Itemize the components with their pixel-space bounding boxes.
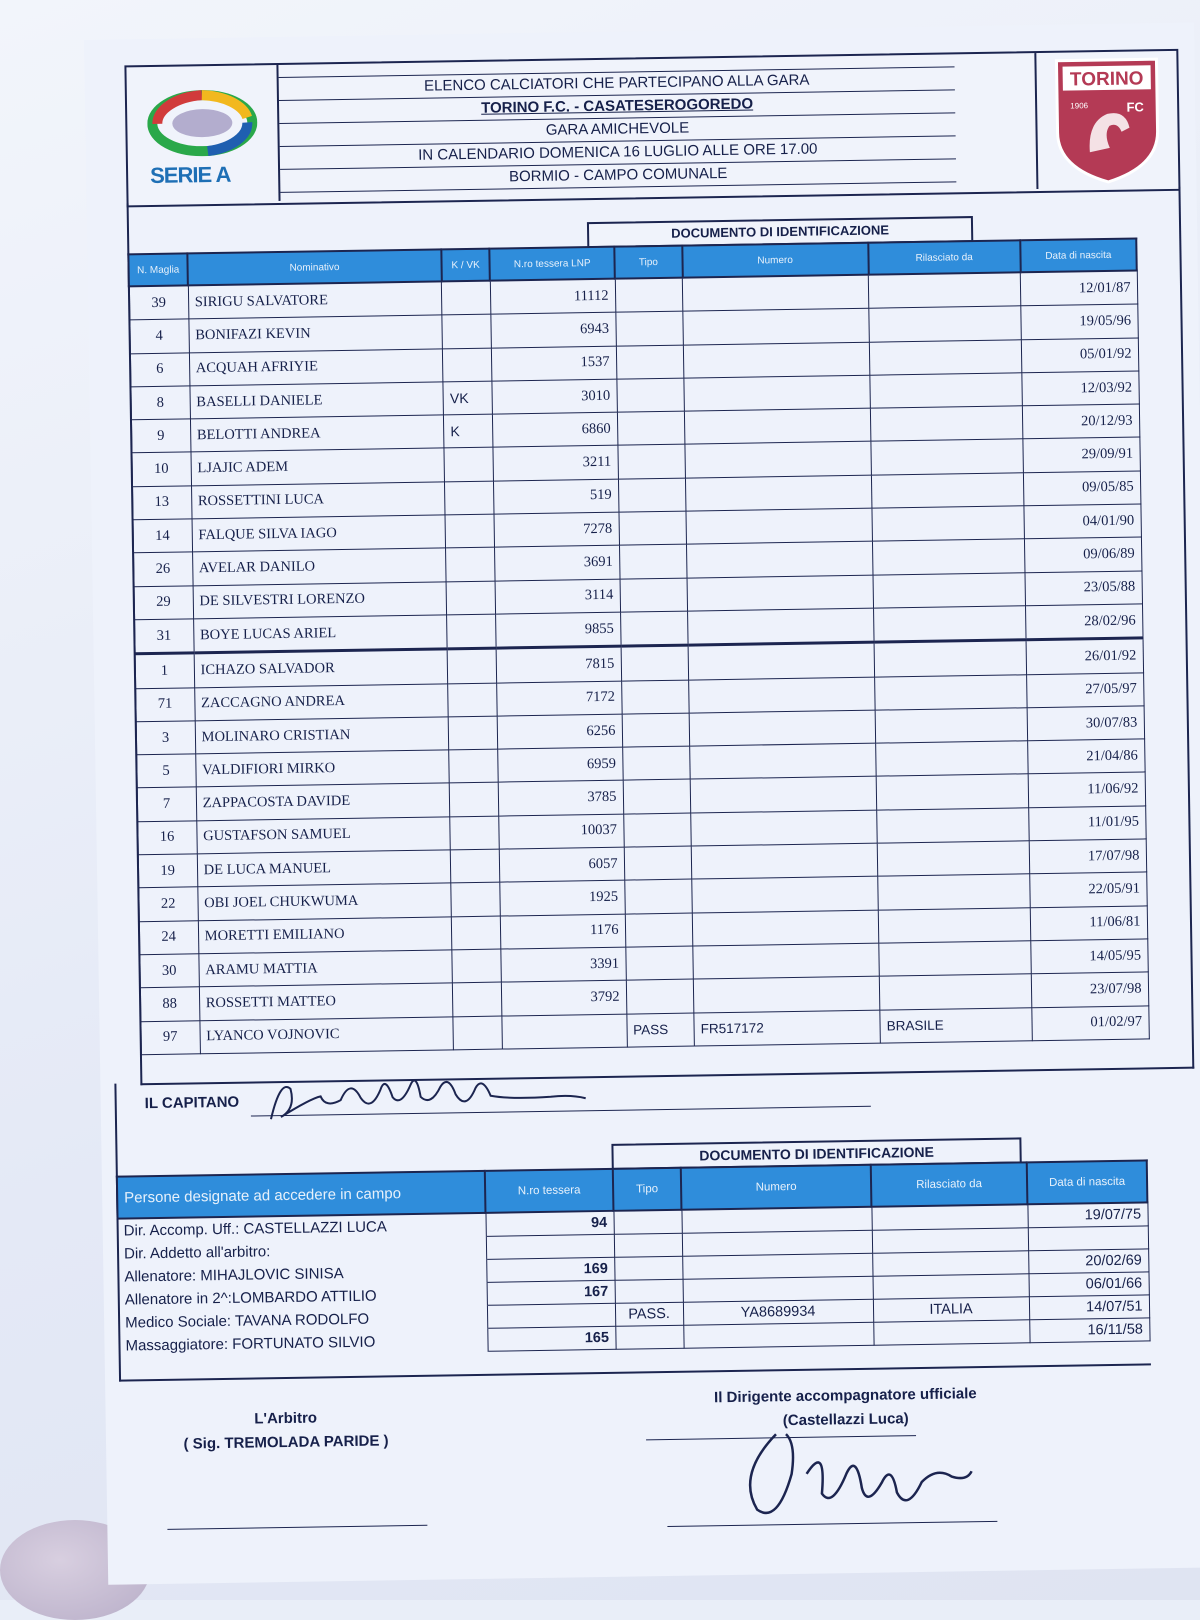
staff-doc-tipo: PASS. bbox=[615, 1302, 683, 1326]
player-captain-mark bbox=[450, 816, 499, 850]
referee-block bbox=[166, 1405, 407, 1457]
player-birth-date: 22/05/91 bbox=[1030, 872, 1147, 907]
player-doc-rilasciato bbox=[878, 874, 1031, 910]
player-tessera: 6959 bbox=[498, 747, 623, 782]
header-frame bbox=[124, 49, 1180, 208]
player-name: LYANCO VOJNOVIC bbox=[200, 1016, 454, 1053]
player-name: MORETTI EMILIANO bbox=[198, 916, 452, 953]
player-doc-rilasciato bbox=[877, 841, 1030, 877]
player-captain-mark bbox=[453, 1016, 502, 1050]
staff-birth-date: 16/11/58 bbox=[1029, 1318, 1149, 1343]
player-birth-date: 04/01/90 bbox=[1024, 504, 1141, 539]
player-tessera: 7815 bbox=[496, 646, 621, 682]
serie-a-logo-box bbox=[126, 65, 280, 203]
player-birth-date: 11/06/81 bbox=[1030, 906, 1147, 941]
player-name: FALQUE SILVA IAGO bbox=[192, 515, 446, 552]
col-header-tipo: Tipo bbox=[614, 246, 682, 279]
staff-birth-date bbox=[1028, 1226, 1148, 1251]
player-name: BONIFAZI KEVIN bbox=[189, 315, 443, 352]
player-doc-rilasciato bbox=[874, 640, 1027, 677]
player-doc-tipo bbox=[622, 746, 690, 780]
player-name: ZACCAGNO ANDREA bbox=[194, 683, 448, 720]
player-tessera: 3211 bbox=[493, 446, 618, 481]
staff-doc-numero: YA8689934 bbox=[683, 1299, 873, 1325]
player-tessera: 3114 bbox=[495, 579, 620, 614]
player-tessera: 3391 bbox=[501, 947, 626, 982]
player-number: 19 bbox=[138, 854, 198, 888]
staff-tessera: 165 bbox=[487, 1326, 615, 1351]
player-name: LJAJIC ADEM bbox=[191, 448, 445, 485]
player-doc-tipo bbox=[618, 511, 686, 545]
player-tessera: 519 bbox=[493, 479, 618, 514]
player-doc-rilasciato bbox=[878, 907, 1031, 943]
player-doc-rilasciato bbox=[876, 774, 1029, 810]
player-doc-rilasciato bbox=[876, 741, 1029, 777]
player-tessera: 1537 bbox=[491, 346, 616, 381]
player-doc-tipo bbox=[615, 311, 683, 345]
staff-role: Medico Sociale: TAVANA RODOLFO bbox=[119, 1305, 487, 1334]
player-doc-tipo bbox=[616, 378, 684, 412]
player-number: 13 bbox=[132, 486, 192, 520]
player-number: 97 bbox=[140, 1020, 200, 1054]
player-number: 3 bbox=[136, 721, 196, 755]
col-header-staff-tipo: Tipo bbox=[613, 1168, 682, 1211]
player-doc-rilasciato bbox=[870, 406, 1023, 442]
player-captain-mark bbox=[452, 949, 501, 983]
staff-tessera: 169 bbox=[486, 1257, 614, 1282]
player-captain-mark bbox=[447, 648, 496, 683]
player-name: ZAPPACOSTA DAVIDE bbox=[196, 783, 450, 820]
staff-tessera bbox=[487, 1303, 615, 1328]
player-doc-tipo bbox=[620, 578, 688, 612]
player-tessera: 11112 bbox=[490, 279, 615, 315]
player-doc-numero bbox=[687, 542, 873, 578]
staff-doc-numero bbox=[683, 1276, 873, 1302]
staff-role: Allenatore in 2^:LOMBARDO ATTILIO bbox=[119, 1282, 487, 1311]
player-doc-numero bbox=[682, 275, 868, 312]
player-doc-tipo bbox=[624, 846, 692, 880]
player-name: BOYE LUCAS ARIEL bbox=[193, 615, 447, 653]
player-doc-tipo bbox=[624, 879, 692, 913]
player-doc-numero bbox=[693, 976, 879, 1012]
staff-birth-date: 19/07/75 bbox=[1027, 1202, 1147, 1227]
player-doc-tipo bbox=[620, 611, 688, 646]
player-captain-mark bbox=[446, 547, 495, 581]
player-doc-numero: FR517172 bbox=[694, 1010, 880, 1046]
player-doc-numero bbox=[686, 508, 872, 544]
serie-a-logo-icon bbox=[147, 87, 258, 159]
col-header-numero: Numero bbox=[682, 243, 868, 278]
player-tessera: 10037 bbox=[499, 814, 624, 849]
player-number: 5 bbox=[136, 754, 196, 788]
player-doc-tipo bbox=[622, 713, 690, 747]
staff-role: Dir. Addetto all'arbitro: bbox=[118, 1236, 486, 1265]
header-title-lines bbox=[278, 54, 956, 201]
player-doc-rilasciato bbox=[868, 272, 1021, 308]
player-captain-mark bbox=[448, 716, 497, 750]
header-line-2: TORINO F.C. - CASATESEROGOREDO bbox=[279, 90, 955, 124]
staff-doc-numero bbox=[681, 1207, 871, 1233]
player-number: 4 bbox=[129, 319, 189, 353]
player-captain-mark: K bbox=[444, 414, 493, 448]
svg-text:TORINO: TORINO bbox=[1070, 68, 1144, 90]
player-number: 14 bbox=[133, 519, 193, 553]
player-captain-mark bbox=[449, 783, 498, 817]
staff-table bbox=[116, 1159, 1151, 1357]
referee-signature-line bbox=[167, 1525, 427, 1530]
player-captain-mark bbox=[448, 683, 497, 717]
player-doc-rilasciato bbox=[872, 506, 1025, 542]
player-doc-rilasciato bbox=[879, 974, 1032, 1010]
player-captain-mark bbox=[444, 448, 493, 482]
player-name: OBI JOEL CHUKWUMA bbox=[197, 883, 451, 920]
player-tessera: 6256 bbox=[497, 714, 622, 749]
player-tessera: 3785 bbox=[498, 781, 623, 816]
player-number: 6 bbox=[130, 352, 190, 386]
header-line-3: GARA AMICHEVOLE bbox=[279, 113, 955, 147]
player-captain-mark bbox=[453, 982, 502, 1016]
player-number: 16 bbox=[137, 821, 197, 855]
player-doc-rilasciato bbox=[869, 339, 1022, 375]
staff-doc-tipo bbox=[613, 1210, 681, 1235]
player-number: 30 bbox=[139, 954, 199, 988]
player-birth-date: 11/06/92 bbox=[1028, 772, 1145, 807]
header-line-5: BORMIO - CAMPO COMUNALE bbox=[280, 159, 956, 193]
player-doc-numero bbox=[688, 642, 874, 679]
torino-crest-icon bbox=[1036, 51, 1178, 189]
player-doc-numero bbox=[686, 475, 872, 511]
col-header-num: N. Maglia bbox=[128, 253, 188, 286]
staff-doc-tipo bbox=[615, 1325, 683, 1349]
player-doc-rilasciato bbox=[875, 674, 1028, 710]
staff-tessera bbox=[486, 1234, 614, 1259]
player-doc-tipo bbox=[618, 478, 686, 512]
player-tessera: 3010 bbox=[492, 379, 617, 414]
player-doc-tipo bbox=[623, 780, 691, 814]
player-doc-rilasciato bbox=[875, 708, 1028, 744]
player-tessera: 3691 bbox=[494, 546, 619, 581]
staff-tessera: 167 bbox=[487, 1280, 615, 1305]
player-birth-date: 09/06/89 bbox=[1025, 537, 1142, 572]
player-doc-rilasciato bbox=[879, 941, 1032, 977]
player-number: 71 bbox=[135, 687, 195, 721]
player-name: ACQUAH AFRIYIE bbox=[189, 348, 443, 385]
player-number: 1 bbox=[135, 653, 195, 688]
player-doc-tipo bbox=[625, 913, 693, 947]
player-doc-tipo bbox=[617, 411, 685, 445]
player-tessera: 6943 bbox=[491, 312, 616, 347]
player-doc-numero bbox=[691, 810, 877, 846]
player-name: BELOTTI ANDREA bbox=[190, 415, 444, 452]
player-captain-mark bbox=[442, 314, 491, 348]
player-tessera: 1176 bbox=[500, 914, 625, 949]
col-header-staff-tessera: N.ro tessera bbox=[485, 1169, 614, 1213]
player-doc-numero bbox=[693, 943, 879, 979]
player-name: MOLINARO CRISTIAN bbox=[195, 717, 449, 754]
player-doc-numero bbox=[690, 777, 876, 813]
referee-name: ( Sig. TREMOLADA PARIDE ) bbox=[166, 1429, 406, 1457]
col-header-rilasciato: Rilasciato da bbox=[868, 240, 1021, 274]
staff-birth-date: 14/07/51 bbox=[1029, 1295, 1149, 1320]
player-number: 24 bbox=[139, 920, 199, 954]
torino-badge-box bbox=[1034, 51, 1178, 189]
col-header-kvk: K / VK bbox=[441, 249, 490, 282]
player-doc-numero bbox=[687, 575, 873, 611]
player-name: DE LUCA MANUEL bbox=[197, 850, 451, 887]
player-number: 9 bbox=[131, 419, 191, 453]
player-birth-date: 27/05/97 bbox=[1027, 673, 1144, 708]
player-birth-date: 17/07/98 bbox=[1029, 839, 1146, 874]
players-table bbox=[127, 237, 1149, 1055]
captain-label: IL CAPITANO bbox=[145, 1094, 240, 1112]
player-birth-date: 23/05/88 bbox=[1025, 571, 1142, 606]
staff-doc-rilasciato bbox=[871, 1204, 1027, 1230]
player-birth-date: 23/07/98 bbox=[1031, 972, 1148, 1007]
player-doc-rilasciato bbox=[873, 572, 1026, 608]
player-name: ROSSETTINI LUCA bbox=[191, 482, 445, 519]
player-doc-numero bbox=[683, 342, 869, 378]
player-number: 31 bbox=[134, 619, 194, 654]
col-header-name: Nominativo bbox=[188, 249, 442, 285]
player-doc-tipo bbox=[626, 979, 694, 1013]
player-doc-tipo bbox=[621, 680, 689, 714]
player-doc-tipo bbox=[625, 946, 693, 980]
player-doc-numero bbox=[685, 408, 871, 444]
player-doc-numero bbox=[688, 608, 874, 645]
player-number: 26 bbox=[133, 552, 193, 586]
player-name: DE SILVESTRI LORENZO bbox=[193, 582, 447, 619]
player-doc-tipo bbox=[623, 813, 691, 847]
player-number: 10 bbox=[131, 452, 191, 486]
staff-role: Allenatore: MIHAJLOVIC SINISA bbox=[118, 1259, 486, 1288]
player-doc-tipo: PASS bbox=[626, 1013, 694, 1047]
player-birth-date: 19/05/96 bbox=[1021, 304, 1138, 339]
player-tessera: 6057 bbox=[499, 847, 624, 882]
col-header-tessera: N.ro tessera LNP bbox=[490, 247, 615, 281]
header-line-4: IN CALENDARIO DOMENICA 16 LUGLIO ALLE ORE 17.00 bbox=[280, 136, 956, 170]
staff-doc-tipo bbox=[615, 1279, 683, 1303]
player-name: BASELLI DANIELE bbox=[190, 382, 444, 419]
player-tessera bbox=[502, 1014, 627, 1049]
player-doc-numero bbox=[691, 843, 877, 879]
col-header-nascita: Data di nascita bbox=[1020, 238, 1137, 272]
player-doc-rilasciato bbox=[870, 373, 1023, 409]
player-birth-date: 20/12/93 bbox=[1023, 404, 1140, 439]
player-tessera: 9855 bbox=[495, 612, 620, 648]
player-captain-mark bbox=[447, 614, 496, 649]
staff-doc-rilasciato bbox=[873, 1274, 1029, 1299]
player-birth-date: 11/01/95 bbox=[1029, 806, 1146, 841]
player-name: ARAMU MATTIA bbox=[199, 950, 453, 987]
player-doc-rilasciato bbox=[877, 808, 1030, 844]
player-captain-mark bbox=[449, 749, 498, 783]
player-doc-rilasciato bbox=[869, 306, 1022, 342]
player-number: 22 bbox=[138, 887, 198, 921]
player-number: 8 bbox=[130, 386, 190, 420]
col-header-staff-numero: Numero bbox=[681, 1165, 872, 1210]
player-birth-date: 21/04/86 bbox=[1028, 739, 1145, 774]
player-doc-numero bbox=[685, 442, 871, 478]
staff-birth-date: 06/01/66 bbox=[1028, 1272, 1148, 1297]
player-captain-mark bbox=[445, 481, 494, 515]
staff-doc-rilasciato bbox=[873, 1320, 1029, 1345]
player-tessera: 7172 bbox=[496, 681, 621, 716]
player-captain-mark bbox=[442, 281, 491, 316]
player-birth-date: 01/02/97 bbox=[1032, 1005, 1149, 1040]
player-doc-tipo bbox=[617, 445, 685, 479]
player-doc-numero bbox=[684, 375, 870, 411]
player-name: GUSTAFSON SAMUEL bbox=[196, 817, 450, 854]
player-number: 39 bbox=[129, 285, 189, 320]
player-name: ROSSETTI MATTEO bbox=[199, 983, 453, 1020]
player-name: ICHAZO SALVADOR bbox=[194, 649, 448, 687]
player-doc-numero bbox=[690, 743, 876, 779]
player-tessera: 6860 bbox=[492, 412, 617, 447]
staff-role: Dir. Accomp. Uff.: CASTELLAZZI LUCA bbox=[118, 1213, 486, 1242]
player-doc-rilasciato bbox=[873, 539, 1026, 575]
svg-text:FC: FC bbox=[1126, 99, 1144, 114]
player-captain-mark: VK bbox=[443, 381, 492, 415]
serie-a-label: SERIE A bbox=[150, 162, 231, 189]
player-captain-mark bbox=[446, 581, 495, 615]
player-doc-numero bbox=[692, 876, 878, 912]
player-doc-rilasciato: BRASILE bbox=[880, 1007, 1033, 1043]
col-header-staff-nascita: Data di nascita bbox=[1027, 1160, 1148, 1204]
staff-role: Massaggiatore: FORTUNATO SILVIO bbox=[119, 1328, 487, 1357]
header-line-1: ELENCO CALCIATORI CHE PARTECIPANO ALLA GARA bbox=[279, 66, 955, 101]
player-name: VALDIFIORI MIRKO bbox=[195, 750, 449, 787]
svg-text:1906: 1906 bbox=[1070, 101, 1088, 110]
player-birth-date: 14/05/95 bbox=[1031, 939, 1148, 974]
player-birth-date: 28/02/96 bbox=[1026, 604, 1143, 640]
col-header-staff-rilasciato: Rilasciato da bbox=[871, 1162, 1028, 1206]
player-tessera: 3792 bbox=[501, 980, 626, 1015]
document-sheet bbox=[84, 23, 1200, 1585]
player-doc-numero bbox=[689, 677, 875, 713]
staff-doc-title: DOCUMENTO DI IDENTIFICAZIONE bbox=[611, 1137, 1021, 1169]
player-doc-tipo bbox=[621, 645, 689, 680]
player-number: 29 bbox=[134, 586, 194, 620]
player-doc-numero bbox=[689, 710, 875, 746]
staff-doc-numero bbox=[682, 1253, 872, 1279]
player-birth-date: 05/01/92 bbox=[1022, 338, 1139, 373]
player-birth-date: 09/05/85 bbox=[1024, 471, 1141, 506]
staff-doc-tipo bbox=[614, 1256, 682, 1280]
player-captain-mark bbox=[451, 882, 500, 916]
staff-doc-rilasciato bbox=[872, 1228, 1028, 1253]
player-doc-tipo bbox=[619, 544, 687, 578]
player-doc-rilasciato bbox=[871, 439, 1024, 475]
player-doc-tipo bbox=[615, 278, 683, 313]
player-name: SIRIGU SALVATORE bbox=[188, 281, 442, 319]
player-captain-mark bbox=[451, 849, 500, 883]
referee-title: L'Arbitro bbox=[166, 1405, 406, 1433]
player-number: 7 bbox=[137, 787, 197, 821]
staff-doc-numero bbox=[683, 1322, 873, 1348]
dirigente-name: (Castellazzi Luca) bbox=[666, 1405, 1026, 1435]
staff-tessera: 94 bbox=[485, 1211, 613, 1237]
staff-doc-rilasciato: ITALIA bbox=[873, 1297, 1029, 1322]
player-doc-tipo bbox=[616, 345, 684, 379]
player-tessera: 1925 bbox=[500, 880, 625, 915]
player-birth-date: 30/07/83 bbox=[1027, 706, 1144, 741]
player-number: 88 bbox=[140, 987, 200, 1021]
col-header-persone: Persone designate ad accedere in campo bbox=[117, 1171, 486, 1219]
staff-doc-numero bbox=[682, 1230, 872, 1256]
player-doc-numero bbox=[683, 309, 869, 345]
player-captain-mark bbox=[443, 348, 492, 382]
player-captain-mark bbox=[445, 514, 494, 548]
staff-doc-rilasciato bbox=[872, 1251, 1028, 1276]
player-captain-mark bbox=[452, 916, 501, 950]
player-doc-rilasciato bbox=[871, 473, 1024, 509]
players-doc-title: DOCUMENTO DI IDENTIFICAZIONE bbox=[587, 216, 973, 248]
dirigente-signature bbox=[696, 1411, 978, 1525]
staff-doc-tipo bbox=[614, 1233, 682, 1257]
player-tessera: 7278 bbox=[494, 512, 619, 547]
player-name: AVELAR DANILO bbox=[192, 548, 446, 585]
staff-birth-date: 20/02/69 bbox=[1028, 1249, 1148, 1274]
player-birth-date: 12/01/87 bbox=[1020, 270, 1137, 306]
player-doc-rilasciato bbox=[874, 606, 1027, 643]
dirigente-title: Il Dirigente accompagnatore ufficiale bbox=[665, 1381, 1025, 1411]
player-birth-date: 29/09/91 bbox=[1023, 437, 1140, 472]
player-birth-date: 12/03/92 bbox=[1022, 371, 1139, 406]
player-birth-date: 26/01/92 bbox=[1026, 638, 1143, 674]
player-doc-numero bbox=[692, 910, 878, 946]
